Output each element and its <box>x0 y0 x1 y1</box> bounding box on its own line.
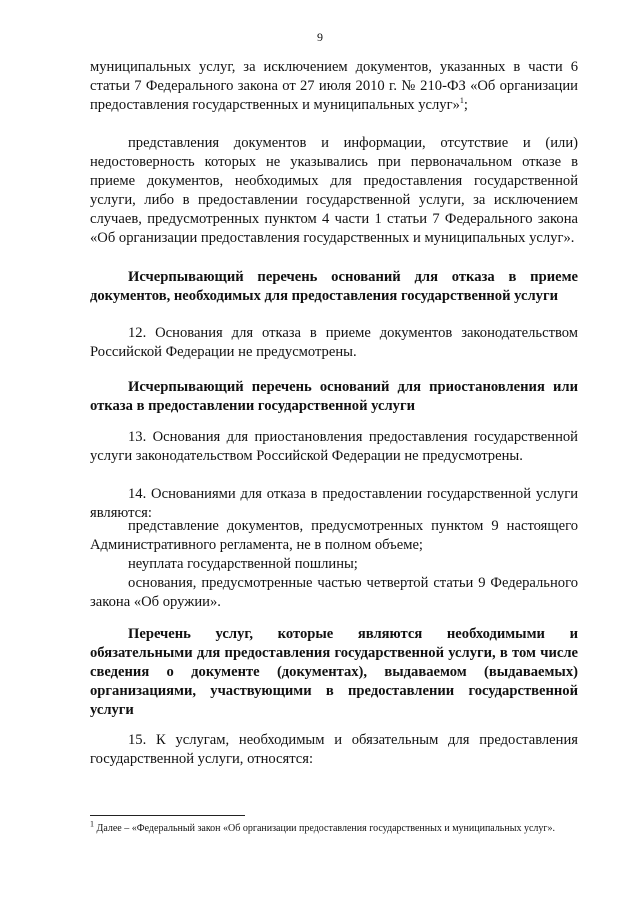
paragraph-resubmission <box>90 134 578 248</box>
footnote <box>90 819 578 835</box>
section-heading-suspension <box>90 378 578 416</box>
paragraph-continuation <box>90 58 578 115</box>
list-item: основания, предусмотренные частью четвертой статьи 9 Федерального закона «Об оружии». <box>90 575 578 610</box>
paragraph-12 <box>90 324 578 362</box>
heading-text: Перечень услуг, которые являются необходимыми и обязательными для предоставления государственной услуги, в том числе сведения о документе (документах), выдаваемом (выдаваемых) организациями, участвующими в предоставлении государственной услуги <box>90 626 578 718</box>
footnote-divider <box>90 815 245 816</box>
paragraph-text: представления документов и информации, отсутствие и (или) недостоверность которых не указывались при первоначальном отказе в приеме документов, необходимых для предоставления государственной услуги, либо в предоставлении государственной услуги, за исключением случаев, предусмотренных пунктом 4 части 1 статьи 7 Федерального закона «Об организации предоставления государственных и муниципальных услуг». <box>90 135 578 246</box>
paragraph-13 <box>90 428 578 466</box>
heading-text: Исчерпывающий перечень оснований для приостановления или отказа в предоставлении государственной услуги <box>90 379 578 414</box>
footnote-mark: 1 <box>90 819 94 829</box>
paragraph-14-item-1 <box>90 517 578 555</box>
page-number: 9 <box>317 30 323 44</box>
paragraph-15 <box>90 731 578 769</box>
list-item: представление документов, предусмотренных пунктом 9 настоящего Административного регламента, не в полном объеме; <box>90 518 578 553</box>
paragraph-text: муниципальных услуг, за исключением документов, указанных в части 6 статьи 7 Федерального закона от 27 июля 2010 г. № 210-ФЗ «Об организации предоставления государственных и муниципальных услуг» <box>90 59 578 113</box>
paragraph-14-item-3 <box>90 574 578 612</box>
list-item: неуплата государственной пошлины; <box>128 556 358 572</box>
paragraph-punctuation: ; <box>463 97 468 113</box>
paragraph-14-item-2 <box>90 555 578 574</box>
section-heading-required-services <box>90 625 578 720</box>
paragraph-text: 15. К услугам, необходимым и обязательным для предоставления государственной услуги, относятся: <box>90 732 578 767</box>
footnote-text: Далее – «Федеральный закон «Об организации предоставления государственных и муниципальных услуг». <box>94 823 555 834</box>
footnote-reference: 1 <box>459 96 464 106</box>
paragraph-text: 12. Основания для отказа в приеме документов законодательством Российской Федерации не предусмотрены. <box>90 325 578 360</box>
paragraph-text: 14. Основаниями для отказа в предоставлении государственной услуги являются: <box>90 486 578 521</box>
section-heading-refusal-acceptance <box>90 268 578 306</box>
paragraph-text: 13. Основания для приостановления предоставления государственной услуги законодательством Российской Федерации не предусмотрены. <box>90 429 578 464</box>
heading-text: Исчерпывающий перечень оснований для отказа в приеме документов, необходимых для предоставления государственной услуги <box>90 269 578 304</box>
